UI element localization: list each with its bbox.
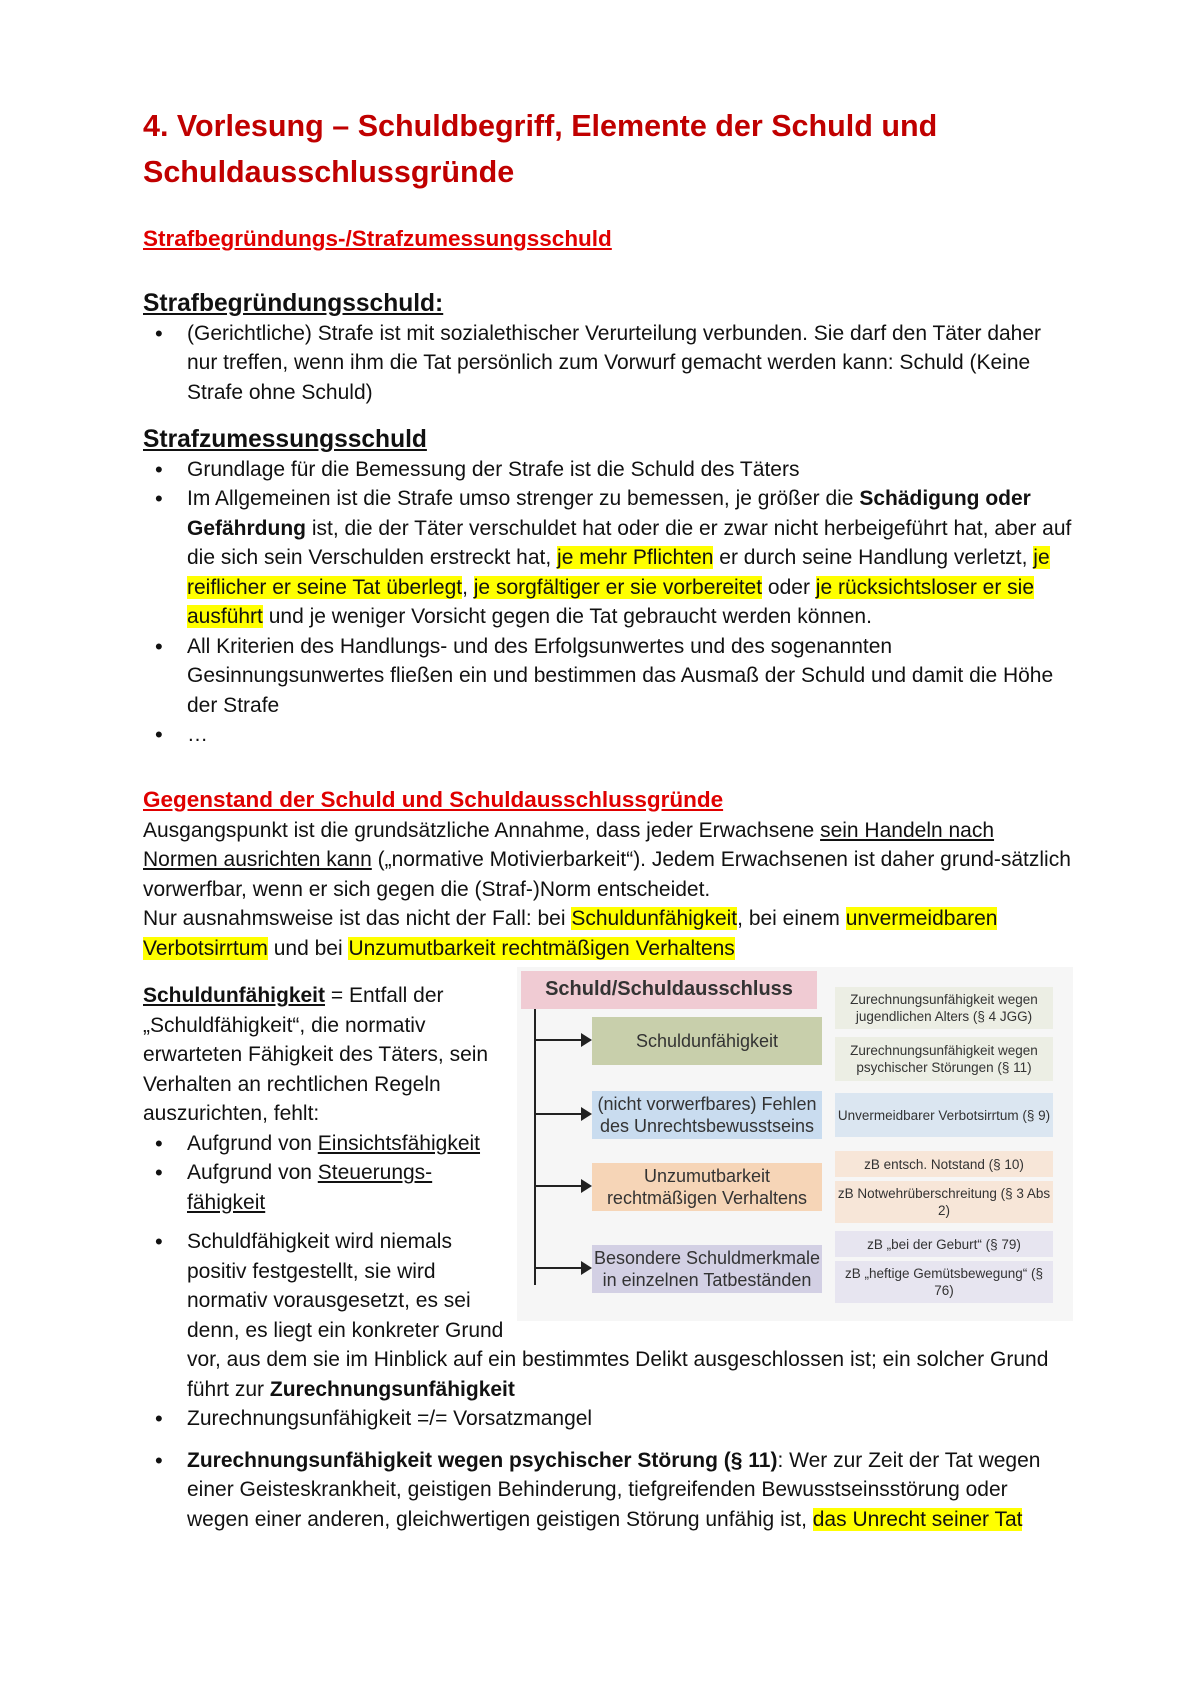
bullet-list-strafzumessung	[143, 455, 1073, 750]
text-run: Ausgangspunkt ist die grundsätzliche Annahme, dass jeder Erwachsene	[143, 818, 821, 842]
text-run: Aufgrund von	[187, 1131, 318, 1155]
category-schuldunfaehigkeit: Schuldunfähigkeit	[592, 1017, 822, 1065]
arrow-icon	[535, 1039, 590, 1041]
text-run: er durch seine Handlung verletzt,	[713, 546, 1034, 569]
list-item: • Zurechnungsunfähigkeit =/= Vorsatzmangel	[143, 1404, 1073, 1434]
text-run: und bei	[267, 936, 349, 960]
page-title: 4. Vorlesung – Schuldbegriff, Elemente der Schuld und Schuldausschlussgründe	[143, 109, 938, 189]
text-run: und je weniger Vorsicht gegen die Tat gebraucht werden können.	[262, 605, 872, 628]
bullet-list-strafbegruendung	[143, 319, 1073, 408]
list-item: • All Kriterien des Handlungs- und des Erfolgsunwertes und des sogenannten Gesinnungsunwertes fließen ein und bestimmen das Ausmaß der Schuld und damit die Höhe der Strafe	[143, 632, 1073, 721]
text-run: , bei einem	[737, 907, 846, 930]
text-run: Schuldfähigkeit wird niemals positiv festgestellt, sie wird normativ vorausgesetzt, es sei denn, es liegt ein konkreter Grund vor, aus dem sie im Hinblick auf ein bestimmtes Delikt ausgeschlossen ist; ein solcher Grund führt zur	[187, 1230, 1049, 1401]
text-run: Nur ausnahmsweise ist das nicht der Fall: bei	[143, 907, 572, 930]
bold-text: Zurechnungsunfähigkeit wegen psychischer Störung (§ 11)	[187, 1448, 778, 1472]
highlight: unvermeidbaren Verbotsirrtum	[143, 907, 998, 960]
category-unzumutbarkeit: Unzumutbarkeit rechtmäßigen Verhaltens	[592, 1163, 822, 1211]
highlight: je sorgfältiger er sie vorbereitet	[473, 575, 763, 599]
list-item	[143, 484, 1073, 632]
highlight: Unzumutbarkeit rechtmäßigen Verhaltens	[348, 936, 735, 960]
subheading-strafbegruendungsschuld: Strafbegründungsschuld:	[143, 290, 444, 317]
text-run: : Wer zur Zeit der Tat wegen einer Geisteskrankheit, geistigen Behinderung, tiefgreifenden Bewusstseinsstörung oder wegen einer anderen, gleichwertigen geistigen Störung unfähig ist,	[187, 1448, 1041, 1531]
detail-verbotsirrtum: Unvermeidbarer Verbotsirrtum (§ 9)	[835, 1093, 1053, 1137]
text-run: = Entfall der „Schuldfähigkeit“, die normativ erwarteten Fähigkeit des Täters, sein Verhalten an rechtlichen Regeln auszurichten, fehlt:	[143, 984, 489, 1125]
text-run: Im Allgemeinen ist die Strafe umso strenger zu bemessen, je größer die	[187, 487, 860, 510]
underlined-text: sein Handeln nach Normen ausrichten kann	[143, 818, 995, 871]
list-item	[143, 1227, 1073, 1404]
detail-notstand: zB entsch. Notstand (§ 10)	[835, 1151, 1053, 1177]
arrow-icon	[535, 1113, 590, 1115]
text-run: Aufgrund von	[187, 1161, 318, 1184]
underlined-text: Steuerungs-fähigkeit	[187, 1161, 433, 1214]
underlined-text: Einsichtsfähigkeit	[317, 1131, 481, 1155]
list-item	[143, 1446, 1073, 1535]
paragraph-ausnahmen	[143, 904, 1073, 963]
highlight: je mehr Pflichten	[557, 546, 714, 569]
text-run: oder	[762, 575, 816, 599]
detail-notwehrueberschreitung: zB Notwehrüberschreitung (§ 3 Abs 2)	[835, 1181, 1053, 1223]
text-run: ist, die der Täter verschuldet hat oder die er zwar nicht herbeigeführt hat, aber auf die sich sein Verschulden erstreckt hat,	[187, 516, 1072, 569]
arrow-icon	[535, 1185, 590, 1187]
list-item	[143, 1158, 487, 1217]
subheading-strafzumessungsschuld: Strafzumessungsschuld	[143, 426, 427, 453]
detail-jugendliches-alter: Zurechnungsunfähigkeit wegen jugendlichen Alters (§ 4 JGG)	[835, 987, 1053, 1029]
section-heading-gegenstand: Gegenstand der Schuld und Schuldausschlussgründe	[143, 786, 724, 812]
document-page	[143, 103, 1073, 1534]
detail-gemuetsbewegung: zB „heftige Gemütsbewegung“ (§ 76)	[835, 1261, 1053, 1303]
highlight: das Unrecht seiner Tat	[812, 1507, 1023, 1531]
text-run: („normative Motivierbarkeit“). Jedem Erwachsenen ist daher grund-sätzlich vorwerfbar, wenn er sich gegen die (Straf-)Norm entscheidet.	[143, 848, 1071, 901]
highlight: Schuldunfähigkeit	[571, 907, 738, 930]
detail-psychische-stoerungen: Zurechnungsunfähigkeit wegen psychischer Störungen (§ 11)	[835, 1037, 1053, 1081]
highlight: je reiflicher er seine Tat überlegt	[187, 546, 1050, 599]
underlined-term: Schuldunfähigkeit	[143, 984, 326, 1007]
list-item: • Grundlage für die Bemessung der Strafe ist die Schuld des Täters	[143, 455, 1073, 485]
paragraph-ausgangspunkt	[143, 816, 1073, 905]
schuldunfaehigkeit-block	[143, 963, 1073, 1534]
text-run: ,	[462, 575, 474, 599]
list-item: • …	[143, 720, 1073, 750]
list-item: • (Gerichtliche) Strafe ist mit sozialethischer Verurteilung verbunden. Sie darf den Täter daher nur treffen, wenn ihm die Tat persönlich zum Vorwurf gemacht werden kann: Schuld (Keine Strafe ohne Schuld)	[143, 319, 1073, 408]
highlight: je rücksichtsloser er sie ausführt	[187, 575, 1035, 628]
category-besondere-schuldmerkmale: Besondere Schuldmerkmale in einzelnen Tatbeständen	[592, 1245, 822, 1293]
list-item	[143, 1129, 1073, 1159]
section-heading-strafbegruendung: Strafbegründungs-/Strafzumessungsschuld	[143, 226, 612, 251]
category-unrechtsbewusstsein: (nicht vorwerfbares) Fehlen des Unrechtsbewusstseins	[592, 1091, 822, 1139]
bold-text: Schädigung oder Gefährdung	[187, 487, 1031, 540]
diagram-title: Schuld/Schuldausschluss	[521, 971, 817, 1009]
detail-geburt: zB „bei der Geburt“ (§ 79)	[835, 1231, 1053, 1257]
bold-text: Zurechnungsunfähigkeit	[269, 1377, 515, 1401]
